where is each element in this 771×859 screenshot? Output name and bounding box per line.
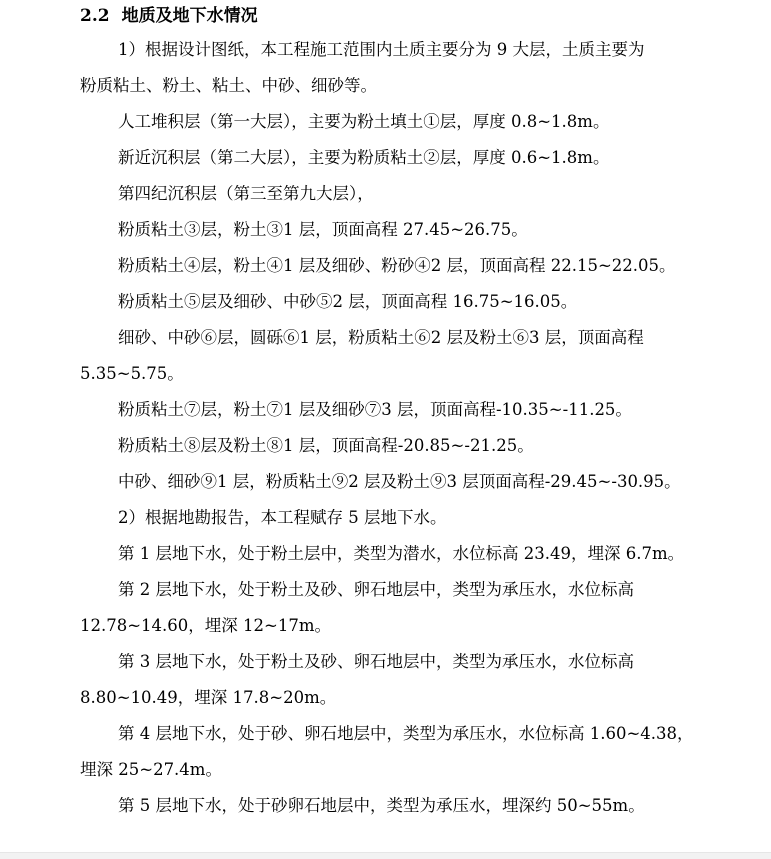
paragraph-layer-6 <box>80 320 704 392</box>
paragraph-groundwater-5 <box>80 788 704 824</box>
paragraph-line: 第 5 层地下水，处于砂卵石地层中，类型为承压水，埋深约 50~55m。 <box>118 796 645 815</box>
paragraph-line: 人工堆积层（第一大层），主要为粉土填土①层，厚度 0.8~1.8m。 <box>118 112 610 131</box>
paragraph-line: 第 1 层地下水，处于粉土层中，类型为潜水，水位标高 23.49，埋深 6.7m。 <box>118 544 685 563</box>
paragraph-groundwater-intro <box>80 500 704 536</box>
paragraph-line: 中砂、细砂⑨1 层，粉质粘土⑨2 层及粉土⑨3 层顶面高程-29.45~-30.95。 <box>118 472 681 491</box>
paragraph-line: 埋深 25~27.4m。 <box>80 760 222 779</box>
section-heading <box>80 4 258 28</box>
paragraph-groundwater-1 <box>80 536 704 572</box>
paragraph-line: 2）根据地勘报告，本工程赋存 5 层地下水。 <box>118 508 447 527</box>
paragraph-line: 粉质粘土、粉土、粘土、中砂、细砂等。 <box>80 76 377 95</box>
paragraph-line: 8.80~10.49，埋深 17.8~20m。 <box>80 688 337 707</box>
paragraph-layer-3 <box>80 212 704 248</box>
paragraph-line: 粉质粘土④层，粉土④1 层及细砂、粉砂④2 层，顶面高程 22.15~22.05。 <box>118 256 676 275</box>
paragraph-line: 5.35~5.75。 <box>80 364 184 383</box>
paragraph-line: 第四纪沉积层（第三至第九大层）， <box>118 184 374 203</box>
paragraph-layer-4 <box>80 248 704 284</box>
paragraph-groundwater-3 <box>80 644 704 716</box>
paragraph-layer-7 <box>80 392 704 428</box>
paragraph-line: 新近沉积层（第二大层），主要为粉质粘土②层，厚度 0.6~1.8m。 <box>118 148 610 167</box>
paragraph-line: 粉质粘土③层，粉土③1 层，顶面高程 27.45~26.75。 <box>118 220 528 239</box>
paragraph-line: 1）根据设计图纸，本工程施工范围内土质主要分为 9 大层，土质主要为 <box>118 40 645 59</box>
paragraph-layer-9 <box>80 464 704 500</box>
section-title: 地质及地下水情况 <box>121 6 258 26</box>
paragraph-soil-intro <box>80 32 704 104</box>
paragraph-line: 细砂、中砂⑥层，圆砾⑥1 层，粉质粘土⑥2 层及粉土⑥3 层，顶面高程 <box>118 328 644 347</box>
paragraph-line: 粉质粘土⑧层及粉土⑧1 层，顶面高程-20.85~-21.25。 <box>118 436 534 455</box>
paragraph-groundwater-2 <box>80 572 704 644</box>
paragraph-line: 第 4 层地下水，处于砂、卵石地层中，类型为承压水，水位标高 1.60~4.38， <box>118 724 694 743</box>
paragraph-line: 第 3 层地下水，处于粉土及砂、卵石地层中，类型为承压水，水位标高 <box>118 652 634 671</box>
section-number: 2.2 <box>80 6 110 26</box>
paragraph-layer-2 <box>80 140 704 176</box>
paragraph-layer-1 <box>80 104 704 140</box>
paragraph-line: 12.78~14.60，埋深 12~17m。 <box>80 616 332 635</box>
paragraph-line: 粉质粘土⑤层及细砂、中砂⑤2 层，顶面高程 16.75~16.05。 <box>118 292 578 311</box>
paragraph-layer-5 <box>80 284 704 320</box>
paragraph-line: 第 2 层地下水，处于粉土及砂、卵石地层中，类型为承压水，水位标高 <box>118 580 634 599</box>
paragraph-quaternary <box>80 176 704 212</box>
paragraph-groundwater-4 <box>80 716 704 788</box>
paragraph-layer-8 <box>80 428 704 464</box>
paragraph-line: 粉质粘土⑦层，粉土⑦1 层及细砂⑦3 层，顶面高程-10.35~-11.25。 <box>118 400 632 419</box>
